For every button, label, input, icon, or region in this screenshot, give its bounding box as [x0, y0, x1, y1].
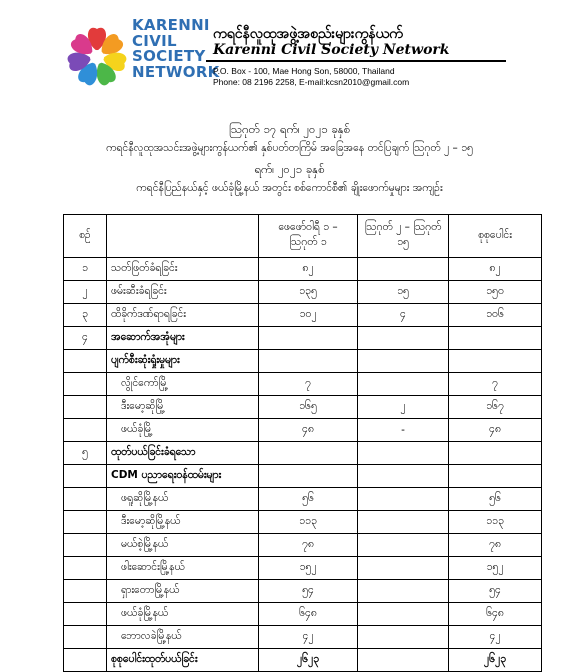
- row-period-2-value: ၂: [358, 396, 449, 419]
- row-period-2-value: [358, 603, 449, 626]
- logo-wordmark: [132, 18, 222, 80]
- table-row: [64, 419, 542, 442]
- row-item: ဖယ်ခုံမြို့: [107, 419, 259, 442]
- row-number: [64, 603, 107, 626]
- row-total-value: ၄၈: [449, 419, 542, 442]
- table-row: [64, 327, 542, 350]
- row-item: ဒီးမော့ဆိုမြို့နယ်: [107, 511, 259, 534]
- table-row: [64, 258, 542, 281]
- row-period-1-value: [259, 465, 358, 488]
- col-header-period-1: ဖေဖော်ဝါရီ ၁ – ဩဂုတ် ၁: [259, 215, 358, 258]
- logo-line: SOCIETY: [132, 47, 206, 65]
- row-item: စုစုပေါင်းထုတ်ပယ်ခြင်း: [107, 649, 259, 672]
- table-header-row: [64, 215, 542, 258]
- report-date: ဩဂုတ် ၁၇ ရက်၊ ၂၀၂၁ ခုနှစ်: [228, 122, 351, 136]
- table-row: [64, 281, 542, 304]
- row-item: သတ်ဖြတ်ခံရခြင်း: [107, 258, 259, 281]
- col-header-total: စုစုပေါင်း: [449, 215, 542, 258]
- row-number: [64, 557, 107, 580]
- row-total-value: ၁၆၇: [449, 396, 542, 419]
- row-period-1-value: ၇: [259, 373, 358, 396]
- table-row: [64, 534, 542, 557]
- col-header-period-2: ဩဂုတ် ၂ – ဩဂုတ် ၁၅: [358, 215, 449, 258]
- row-total-value: [449, 350, 542, 373]
- row-period-1-value: ၁၁၃: [259, 511, 358, 534]
- row-total-value: ၁၀၆: [449, 304, 542, 327]
- row-period-1-value: ၁၀၂: [259, 304, 358, 327]
- row-item: အဆောက်အအုံများ: [107, 327, 259, 350]
- row-number: ၄: [64, 327, 107, 350]
- row-item: ပျက်စီးဆုံးရှုံးမှုများ: [107, 350, 259, 373]
- row-item: ဘောလခဲမြို့နယ်: [107, 626, 259, 649]
- row-period-2-value: [358, 649, 449, 672]
- row-number: [64, 649, 107, 672]
- row-period-2-value: ၁၅: [358, 281, 449, 304]
- row-period-1-value: ၁၆၅: [259, 396, 358, 419]
- row-period-2-value: [358, 350, 449, 373]
- report-title-cont: ရက်၊ ၂၀၂၁ ခုနှစ်: [254, 162, 325, 176]
- row-period-1-value: ၂၆၂၃: [259, 649, 358, 672]
- row-period-2-value: [358, 327, 449, 350]
- row-total-value: ၁၅၀: [449, 281, 542, 304]
- row-item: ရှားတောမြို့နယ်: [107, 580, 259, 603]
- row-number: ၂: [64, 281, 107, 304]
- row-number: [64, 534, 107, 557]
- row-total-value: ၁၁၃: [449, 511, 542, 534]
- table-row: [64, 603, 542, 626]
- row-period-1-value: ၆၄၈: [259, 603, 358, 626]
- contact-line: Phone: 08 2196 2258, E-mail:kcsn2010@gmail.com: [213, 77, 410, 87]
- row-number: ၅: [64, 442, 107, 465]
- row-period-2-value: -: [358, 419, 449, 442]
- row-number: [64, 626, 107, 649]
- table-row: [64, 511, 542, 534]
- row-period-2-value: [358, 258, 449, 281]
- row-period-1-value: [259, 327, 358, 350]
- row-period-2-value: [358, 465, 449, 488]
- row-total-value: ၇: [449, 373, 542, 396]
- row-total-value: [449, 327, 542, 350]
- table-row: [64, 557, 542, 580]
- row-period-1-value: ၅၆: [259, 488, 358, 511]
- row-number: [64, 419, 107, 442]
- row-number: [64, 465, 107, 488]
- row-period-1-value: ၈၂: [259, 258, 358, 281]
- row-item: ဖါးဆောင်းမြို့နယ်: [107, 557, 259, 580]
- row-period-2-value: [358, 488, 449, 511]
- row-total-value: ၆၄၈: [449, 603, 542, 626]
- report-subtitle: ကရင်နီပြည်နယ်နှင့် ဖယ်ခုံမြို့နယ် အတွင်း စစ်ကောင်စီ၏ ချိုးဖောက်မှုများ အကျဉ်း: [136, 182, 443, 194]
- row-total-value: ၅၄: [449, 580, 542, 603]
- row-total-value: ၇၈: [449, 534, 542, 557]
- row-period-2-value: [358, 626, 449, 649]
- row-number: ၁: [64, 258, 107, 281]
- row-number: [64, 373, 107, 396]
- org-name-english: Karenni Civil Society Network: [213, 42, 450, 58]
- table-row: [64, 350, 542, 373]
- row-item: ဒီးမော့ဆိုမြို့: [107, 396, 259, 419]
- logo-line: NETWORK: [132, 62, 220, 81]
- row-item: ထုတ်ပယ်ခြင်းခံရသော: [107, 442, 259, 465]
- table-row: [64, 304, 542, 327]
- address-line: P.O. Box - 100, Mae Hong Son, 58000, Thailand: [213, 66, 395, 76]
- row-period-1-value: ၇၈: [259, 534, 358, 557]
- row-item: ထိခိုက်ဒဏ်ရာရခြင်း: [107, 304, 259, 327]
- col-header-no: စဉ်: [64, 215, 107, 258]
- row-number: [64, 488, 107, 511]
- table-row: [64, 442, 542, 465]
- row-period-2-value: [358, 511, 449, 534]
- row-period-2-value: [358, 580, 449, 603]
- table-row: [64, 488, 542, 511]
- table-row: [64, 626, 542, 649]
- table-body: [64, 258, 542, 672]
- row-period-1-value: ၁၃၅: [259, 281, 358, 304]
- row-total-value: ၄၂: [449, 626, 542, 649]
- row-period-2-value: [358, 373, 449, 396]
- row-number: [64, 350, 107, 373]
- logo-line: KARENNI: [132, 16, 210, 34]
- row-item: လွိုင်ကော်မြို့: [107, 373, 259, 396]
- row-total-value: ၁၅၂: [449, 557, 542, 580]
- row-total-value: [449, 442, 542, 465]
- row-period-1-value: ၄၂: [259, 626, 358, 649]
- row-period-1-value: ၅၄: [259, 580, 358, 603]
- row-total-value: ၂၆၂၃: [449, 649, 542, 672]
- row-number: [64, 511, 107, 534]
- row-period-2-value: [358, 557, 449, 580]
- row-period-2-value: [358, 534, 449, 557]
- row-period-1-value: [259, 350, 358, 373]
- address-block: [213, 66, 409, 88]
- table-row: [64, 373, 542, 396]
- org-name-burmese: ကရင်နီလူထုအဖွဲ့အစည်းများကွန်ယက်: [213, 26, 403, 42]
- row-item: CDM ပညာရေးဝန်ထမ်းများ: [107, 465, 259, 488]
- logo-line: CIVIL: [132, 31, 177, 50]
- row-item: ဖမ်းဆီးခံရခြင်း: [107, 281, 259, 304]
- col-header-item: [107, 215, 259, 258]
- table-row: [64, 396, 542, 419]
- row-period-2-value: ၄: [358, 304, 449, 327]
- row-item: မယ်စဲ့မြို့နယ်: [107, 534, 259, 557]
- row-period-2-value: [358, 442, 449, 465]
- row-number: [64, 580, 107, 603]
- violations-table: [63, 214, 542, 672]
- table-row: [64, 580, 542, 603]
- row-period-1-value: ၁၅၂: [259, 557, 358, 580]
- row-item: ဖရူဆိုမြို့နယ်: [107, 488, 259, 511]
- table-row: [64, 465, 542, 488]
- header-divider: [206, 60, 506, 62]
- row-total-value: ၅၆: [449, 488, 542, 511]
- flower-logo-icon: [58, 18, 136, 96]
- row-item: ဖယ်ခုံမြို့နယ်: [107, 603, 259, 626]
- row-total-value: [449, 465, 542, 488]
- row-period-1-value: [259, 442, 358, 465]
- row-total-value: ၈၂: [449, 258, 542, 281]
- row-period-1-value: ၄၈: [259, 419, 358, 442]
- row-number: [64, 396, 107, 419]
- row-number: ၃: [64, 304, 107, 327]
- table-row: [64, 649, 542, 672]
- kcsn-logo: [58, 16, 220, 96]
- report-title: ကရင်နီလူထုအသင်းအဖွဲ့များကွန်ယက်၏ နှစ်ပတ်တကြိမ် အခြေအနေ တင်ပြချက် ဩဂုတ် ၂ – ၁၅: [106, 142, 473, 154]
